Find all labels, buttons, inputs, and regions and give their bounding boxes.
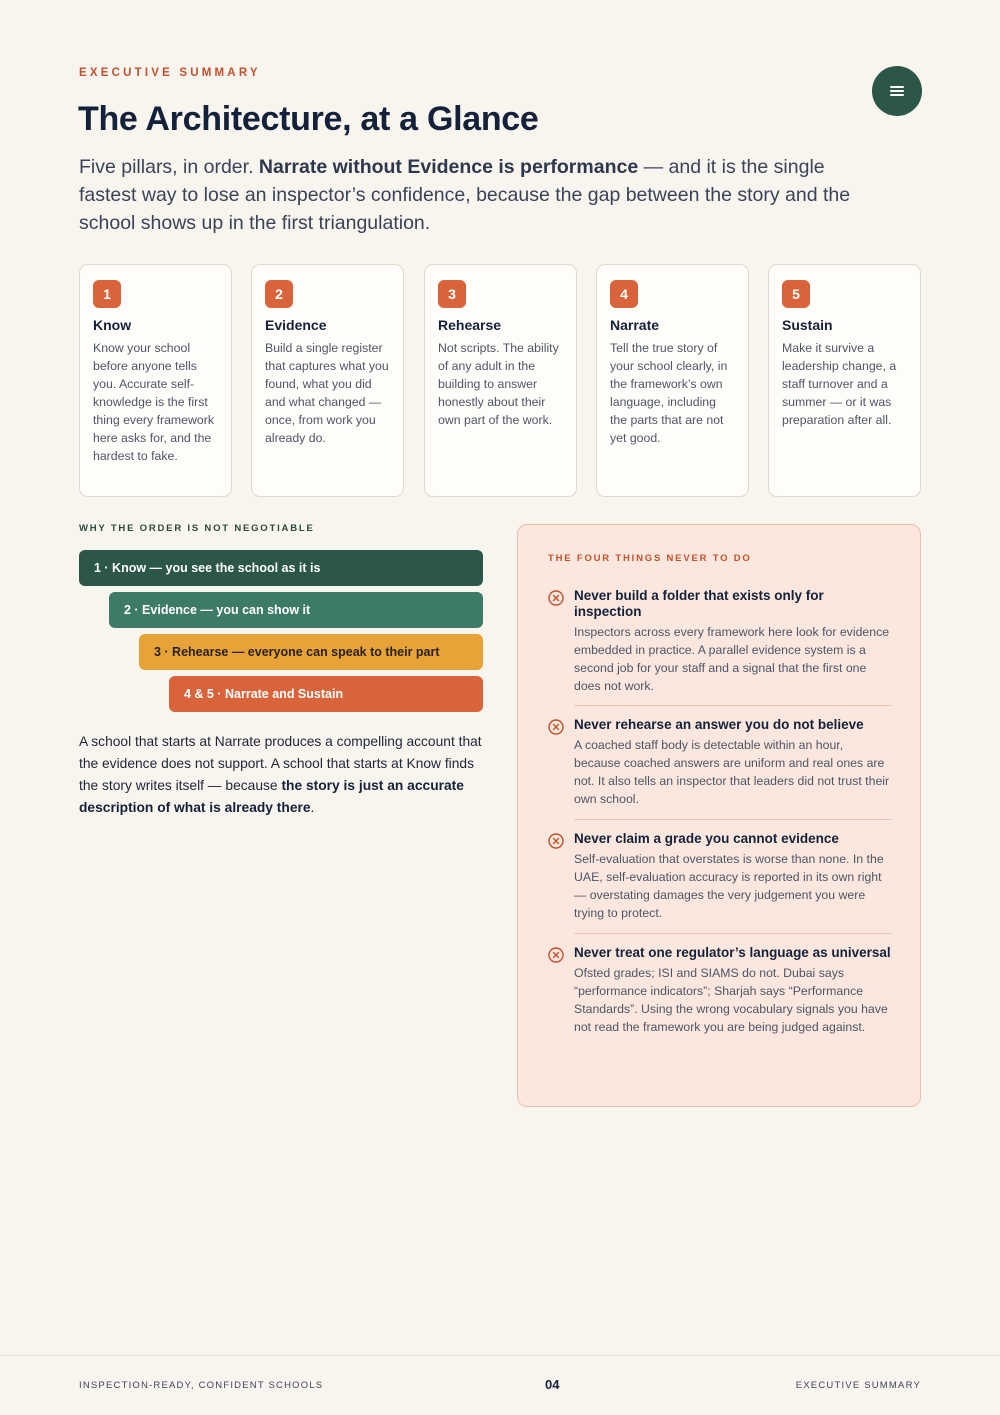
pillar-description: Tell the true story of your school clearly, in the framework’s own language, including the parts that are not yet good. (610, 341, 728, 445)
circle-x-icon (548, 833, 564, 849)
pillar-title: Sustain (782, 317, 833, 333)
lead-text-2: — and it is the single fastest way to lose an inspector’s confidence, because the gap between the story and the school shows up in the first triangulation. (79, 156, 851, 234)
pillar-number-badge: 2 (265, 280, 293, 308)
footer-section-name: EXECUTIVE SUMMARY (795, 1380, 921, 1391)
order-emphasis: the story is just an accurate description of what is already there (79, 778, 464, 815)
lead-paragraph (79, 153, 869, 237)
never-item-title: Never build a folder that exists only for inspection (574, 588, 824, 619)
pillars-row (79, 264, 921, 497)
never-item (548, 831, 892, 922)
pillar-number-badge: 1 (93, 280, 121, 308)
pillar-card-sustain (768, 264, 921, 497)
pillar-title: Narrate (610, 317, 660, 333)
pillar-description: Build a single register that captures what you found, what you did and what changed — once, from work you already do. (265, 341, 389, 445)
order-explanation (79, 731, 489, 819)
divider (574, 705, 892, 706)
pillar-title: Know (93, 317, 132, 333)
never-item-body: A coached staff body is detectable within an hour, because coached answers are uniform and real ones are not. It also tells an inspector that leaders did not trust their own school. (574, 738, 890, 806)
footer-divider (0, 1355, 1000, 1356)
order-step-evidence: 2 · Evidence — you can show it (109, 592, 483, 628)
circle-x-icon (548, 590, 564, 606)
pillar-description: Not scripts. The ability of any adult in the building to answer honestly about their own part of the work. (438, 341, 559, 427)
order-text-1: A school that starts at Narrate produces a compelling account that the evidence does not support. A school that starts at Know finds the story writes itself — because (79, 734, 482, 793)
pillar-number-badge: 3 (438, 280, 466, 308)
pillar-card-narrate (596, 264, 749, 497)
never-item (548, 588, 892, 695)
pillar-card-know (79, 264, 232, 497)
never-to-do-panel (517, 524, 921, 1107)
never-heading: THE FOUR THINGS NEVER TO DO (548, 553, 752, 564)
lead-emphasis: Narrate without Evidence is performance (258, 156, 639, 178)
never-item-body: Self-evaluation that overstates is worse than none. In the UAE, self-evaluation accuracy is reported in its own right — overstating damages the very judgement you were trying to protect. (574, 852, 884, 920)
footer-document-title: INSPECTION-READY, CONFIDENT SCHOOLS (79, 1380, 324, 1391)
pillar-title: Rehearse (438, 317, 502, 333)
order-text-2: . (310, 800, 315, 815)
never-item (548, 717, 892, 808)
page-number: 04 (545, 1377, 560, 1392)
page-title: The Architecture, at a Glance (78, 100, 539, 138)
divider (574, 933, 892, 934)
pillar-description: Make it survive a leadership change, a staff turnover and a summer — or it was preparation after all. (782, 341, 897, 427)
menu-button[interactable] (872, 66, 922, 116)
never-item-body: Inspectors across every framework here look for evidence embedded in practice. A parallel evidence system is a second job for your staff and a signal that the first one does not work. (574, 625, 890, 693)
never-item-title: Never rehearse an answer you do not believe (574, 717, 864, 732)
divider (574, 819, 892, 820)
never-item-title: Never claim a grade you cannot evidence (574, 831, 839, 846)
order-step-narrate-sustain: 4 & 5 · Narrate and Sustain (169, 676, 483, 712)
circle-x-icon (548, 947, 564, 963)
order-heading: WHY THE ORDER IS NOT NEGOTIABLE (79, 523, 315, 534)
never-item-title: Never treat one regulator’s language as universal (574, 945, 891, 960)
circle-x-icon (548, 719, 564, 735)
pillar-card-rehearse (424, 264, 577, 497)
section-eyebrow: EXECUTIVE SUMMARY (79, 67, 261, 79)
order-step-know: 1 · Know — you see the school as it is (79, 550, 483, 586)
pillar-number-badge: 4 (610, 280, 638, 308)
menu-icon (890, 85, 904, 97)
order-step-rehearse: 3 · Rehearse — everyone can speak to their part (139, 634, 483, 670)
lead-text-1: Five pillars, in order. (79, 156, 259, 178)
pillar-number-badge: 5 (782, 280, 810, 308)
never-item (548, 945, 892, 1036)
pillar-card-evidence (251, 264, 404, 497)
pillar-description: Know your school before anyone tells you. Accurate self-knowledge is the first thing every framework here asks for, and the hardest to fake. (93, 341, 214, 463)
never-item-body: Ofsted grades; ISI and SIAMS do not. Dubai says “performance indicators”; Sharjah says “Performance Standards”. Using the wrong vocabulary signals you have not read the framework you are being judged against. (574, 966, 888, 1034)
pillar-title: Evidence (265, 317, 327, 333)
